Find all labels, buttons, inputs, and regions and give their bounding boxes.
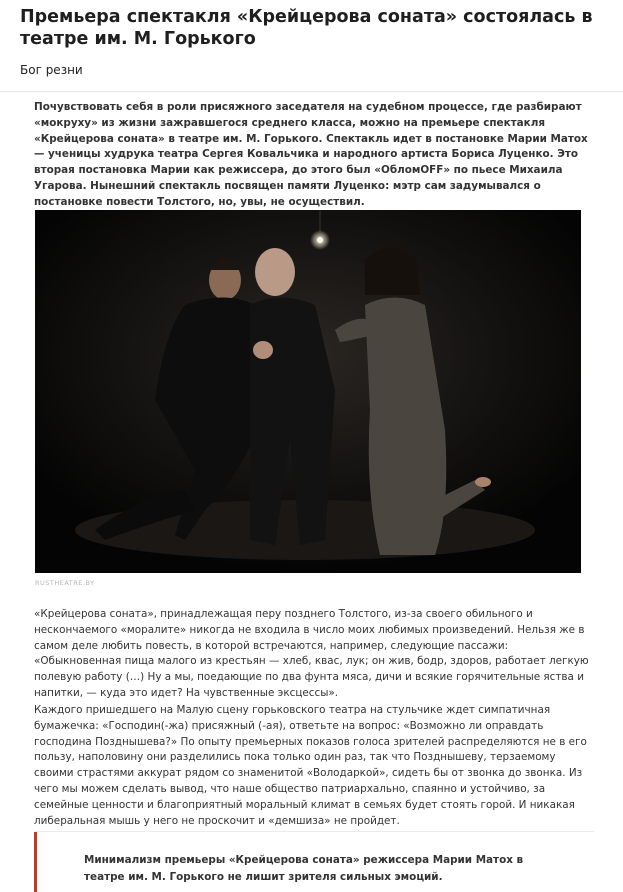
article-lead: Почувствовать себя в роли присяжного заседателя на судебном процессе, где разбирают «мокруху» из жизни зажравшегося среднего класса, можно на премьере спектакля «Крейцерова соната» в театре им. М. Горького. Спектакль идет в постановке Марии Матох — ученицы худрука театра Сергея Ковальчика и народного артиста Бориса Луценко. Это вторая постановка Марии как режиссера, до этого был «ОбломOFF» по пьесе Михаила Угарова. Нынешний спектакль посвящен памяти Луценко: мэтр сам задумывался о постановке повести Толстого, но, увы, не осуществил.	[34, 101, 588, 208]
photo-credit: RUSTHEATRE.BY	[35, 579, 95, 587]
header-divider	[0, 91, 623, 92]
stage-photo-illustration	[35, 210, 581, 573]
author-name[interactable]: Бог резни	[20, 63, 83, 77]
article-paragraph: Каждого пришедшего на Малую сцену горьковского театра на стульчике ждет симпатичная бумажечка: «Господин(-жа) присяжный (-ая), ответьте на вопрос: «Возможно ли оправдать господина Позднышева?» По опыту премьерных показов голоса зрителей распределяются не в его пользу, наполовину они разделились пока только один раз, так что Позднышеву, терзаемому своими страстями аккурат рядом со знаменитой «Володаркой», сидеть бы от звонка до звонка. Из чего мы можем сделать вывод, что наше общество патриархально, спаянно и устойчиво, за семейные ценности и благоприятный моральный климат в семьях будет стоять горой. И никакая либеральная мышь у него не проскочит и «демшиза» не пройдет.	[34, 704, 587, 827]
article-photo	[35, 210, 581, 573]
quote-accent-bar	[34, 832, 37, 892]
pull-quote	[34, 832, 594, 892]
article-paragraph: «Крейцерова соната», принадлежащая перу позднего Толстого, из-за своего обильного и нескончаемого «моралите» никогда не входила в число моих любимых произведений. Нельзя же в самом деле любить повесть, в которой встречаются, например, следующие пассажи: «Обыкновенная пища малого из крестьян — хлеб, квас, лук; он жив, бодр, здоров, работает легкую полевую работу (…) Ну а мы, поедающие по два фунта мяса, дичи и всякие горячительные яства и напитки, — куда это идет? На чувственные эксцессы».	[34, 608, 589, 699]
pull-quote-text: Минимализм премьеры «Крейцерова соната» режиссера Марии Матох в театре им. М. Горького не лишит зрителя сильных эмоций.	[84, 854, 524, 883]
article-title: Премьера спектакля «Крейцерова соната» состоялась в театре им. М. Горького	[20, 7, 593, 49]
